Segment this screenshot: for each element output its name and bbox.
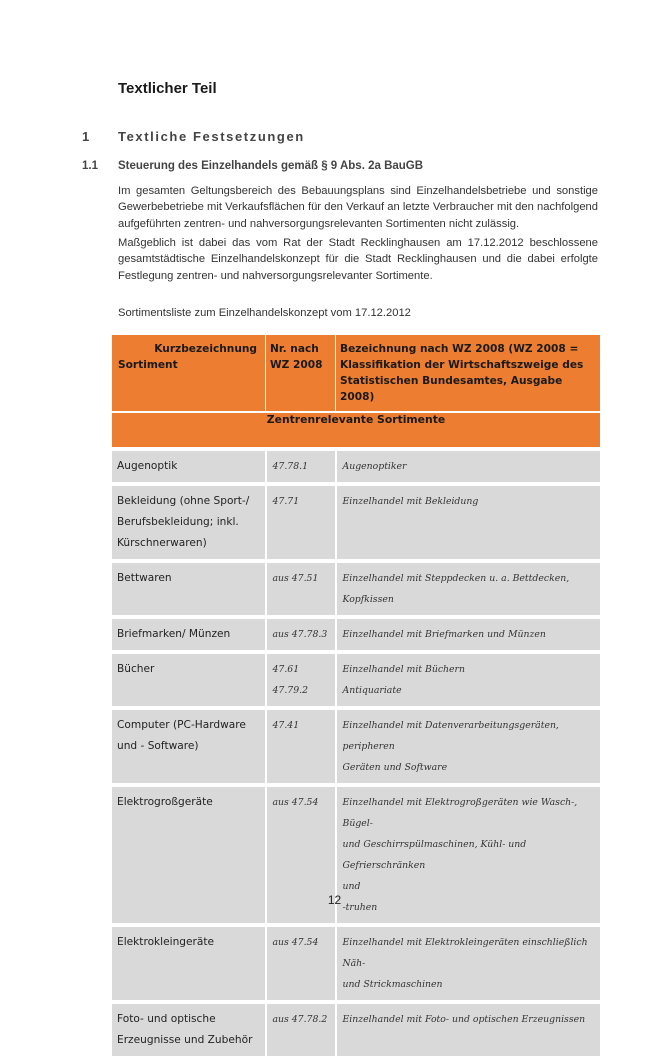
cell-bezeichnung xyxy=(336,561,601,617)
table-body xyxy=(112,449,600,1056)
cell-sortiment xyxy=(112,652,266,708)
cell-sortiment xyxy=(112,1002,266,1056)
cell-nr xyxy=(266,561,336,617)
cell-nr xyxy=(266,484,336,561)
cell-bezeichnung-line: -truhen xyxy=(342,902,378,913)
paragraph-1: Im gesamten Geltungsbereich des Bebauungsplans sind Einzelhandelsbetriebe und sonstige Gewerbebetriebe mit Verkaufsflächen für den Verkauf an letzte Verbraucher mit den nachfolgend aufgeführten zentren- und nahversorgungsrelevanten Sortimenten nicht zulässig. xyxy=(118,185,598,230)
table-caption: Sortimentsliste zum Einzelhandelskonzept vom 17.12.2012 xyxy=(118,307,411,319)
cell-nr-line: 47.41 xyxy=(272,720,300,731)
cell-sortiment-line: und - Software) xyxy=(117,740,199,752)
cell-bezeichnung-line: und Geschirrspülmaschinen, Kühl- und Gefrierschränken xyxy=(342,839,527,871)
page-number: 12 xyxy=(327,893,342,907)
paragraph-2: Maßgeblich ist dabei das vom Rat der Stadt Recklinghausen am 17.12.2012 beschlossene gesamtstädtische Einzelhandelskonzept für die Stadt Recklinghausen und die dabei erfolgte Festlegung zentren- und nahversorgungsrelevanter Sortimente. xyxy=(118,237,598,282)
cell-bezeichnung xyxy=(336,484,601,561)
cell-bezeichnung-line: Kopfkissen xyxy=(342,594,394,605)
header-cell-nr xyxy=(266,335,336,412)
header-nr-line-2: WZ 2008 xyxy=(270,359,323,371)
cell-bezeichnung-line: Einzelhandel mit Elektrokleingeräten einschließlich Näh- xyxy=(342,937,588,969)
cell-bezeichnung xyxy=(336,449,601,484)
cell-bezeichnung xyxy=(336,708,601,785)
table-subheader-row xyxy=(112,412,600,449)
cell-bezeichnung-line: Einzelhandel mit Büchern xyxy=(342,664,465,675)
section-title: Textliche Festsetzungen xyxy=(118,129,305,144)
cell-sortiment-line: Elektrogroßgeräte xyxy=(117,796,213,808)
cell-nr-line: aus 47.78.2 xyxy=(272,1014,328,1025)
subsection-number: 1.1 xyxy=(82,160,98,172)
cell-sortiment-line: Berufsbekleidung; inkl. xyxy=(117,516,239,528)
cell-nr xyxy=(266,1002,336,1056)
cell-sortiment-line: Bettwaren xyxy=(117,572,172,584)
cell-nr xyxy=(266,708,336,785)
header-sortiment-line-2: Sortiment xyxy=(118,359,178,371)
table-row xyxy=(112,484,600,561)
section-number: 1 xyxy=(82,129,90,144)
cell-bezeichnung-line: Einzelhandel mit Briefmarken und Münzen xyxy=(342,629,546,640)
cell-sortiment-line: Foto- und optische xyxy=(117,1013,216,1025)
cell-nr-line: 47.79.2 xyxy=(272,685,308,696)
table-header-row xyxy=(112,335,600,412)
cell-bezeichnung-line: Augenoptiker xyxy=(342,461,407,472)
header-nr-line-1: Nr. nach xyxy=(270,343,319,355)
cell-sortiment xyxy=(112,561,266,617)
table-row xyxy=(112,652,600,708)
cell-nr-line: aus 47.54 xyxy=(272,797,319,808)
cell-sortiment xyxy=(112,449,266,484)
cell-bezeichnung-line: Geräten und Software xyxy=(342,762,448,773)
cell-nr-line: 47.78.1 xyxy=(272,461,308,472)
cell-bezeichnung-line: und xyxy=(342,881,361,892)
cell-nr xyxy=(266,652,336,708)
header-bezeichnung-line-2: Klassifikation der Wirtschaftszweige des xyxy=(340,359,584,371)
cell-bezeichnung-line: Einzelhandel mit Elektrogroßgeräten wie Wasch-, Bügel- xyxy=(342,797,578,829)
cell-sortiment-line: Elektrokleingeräte xyxy=(117,936,215,948)
table-row xyxy=(112,1002,600,1056)
table-row xyxy=(112,708,600,785)
cell-nr-line: aus 47.78.3 xyxy=(272,629,328,640)
cell-nr xyxy=(266,449,336,484)
cell-bezeichnung xyxy=(336,925,601,1002)
cell-bezeichnung xyxy=(336,617,601,652)
cell-sortiment-line: Bekleidung (ohne Sport-/ xyxy=(117,495,250,507)
table-row xyxy=(112,449,600,484)
cell-bezeichnung xyxy=(336,1002,601,1056)
cell-bezeichnung xyxy=(336,652,601,708)
cell-sortiment-line: Briefmarken/ Münzen xyxy=(117,628,231,640)
cell-sortiment xyxy=(112,708,266,785)
cell-sortiment-line: Kürschnerwaren) xyxy=(117,537,207,549)
subheader-zentrenrelevant: Zentrenrelevante Sortimente xyxy=(112,412,600,449)
sortiment-table xyxy=(112,335,600,1056)
table-row xyxy=(112,561,600,617)
cell-bezeichnung-line: Einzelhandel mit Datenverarbeitungsgeräten, peripheren xyxy=(342,720,559,752)
cell-sortiment-line: Augenoptik xyxy=(117,460,178,472)
page-title: Textlicher Teil xyxy=(118,80,217,97)
cell-nr-line: aus 47.54 xyxy=(272,937,319,948)
cell-nr xyxy=(266,617,336,652)
cell-bezeichnung-line: Einzelhandel mit Foto- und optischen Erzeugnissen xyxy=(342,1014,586,1025)
header-sortiment-line-1: Kurzbezeichnung xyxy=(154,343,257,355)
cell-bezeichnung-line: Einzelhandel mit Steppdecken u. a. Bettdecken, xyxy=(342,573,570,584)
cell-sortiment xyxy=(112,925,266,1002)
cell-sortiment-line: Bücher xyxy=(117,663,155,675)
cell-sortiment-line: Computer (PC-Hardware xyxy=(117,719,246,731)
cell-sortiment xyxy=(112,484,266,561)
header-bezeichnung-line-3: Statistischen Bundesamtes, Ausgabe 2008) xyxy=(340,375,563,403)
cell-bezeichnung-line: Einzelhandel mit Bekleidung xyxy=(342,496,479,507)
cell-sortiment xyxy=(112,617,266,652)
header-bezeichnung-line-1: Bezeichnung nach WZ 2008 (WZ 2008 = xyxy=(340,343,579,355)
cell-nr xyxy=(266,925,336,1002)
cell-nr-line: 47.71 xyxy=(272,496,300,507)
table-row xyxy=(112,617,600,652)
header-cell-sortiment xyxy=(112,335,266,412)
cell-bezeichnung-line: und Strickmaschinen xyxy=(342,979,443,990)
cell-bezeichnung-line: Antiquariate xyxy=(342,685,402,696)
cell-nr-line: aus 47.51 xyxy=(272,573,319,584)
cell-nr-line: 47.61 xyxy=(272,664,300,675)
cell-sortiment-line: Erzeugnisse und Zubehör xyxy=(117,1034,253,1046)
header-cell-bezeichnung xyxy=(336,335,601,412)
subsection-title: Steuerung des Einzelhandels gemäß § 9 Abs. 2a BauGB xyxy=(118,160,424,172)
table-row xyxy=(112,925,600,1002)
